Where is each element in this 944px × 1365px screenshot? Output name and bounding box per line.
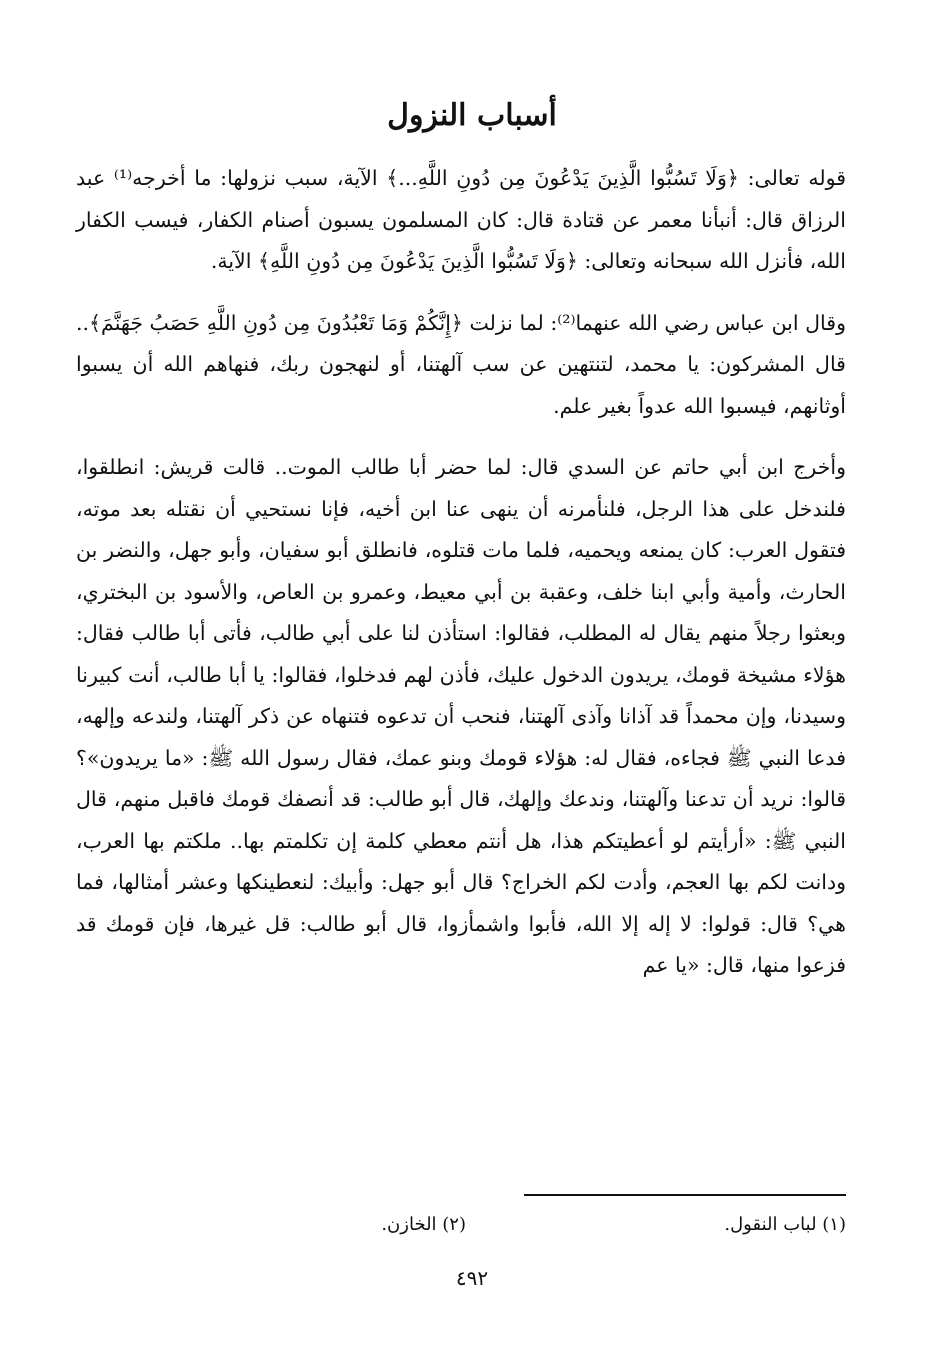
paragraph-2: وقال ابن عباس رضي الله عنهما⁽²⁾: لما نزلت ﴿إِنَّكُمْ وَمَا تَعْبُدُونَ مِن دُونِ اللَّهِ حَصَبُ جَهَنَّمَ﴾.. قال المشركون: يا محمد، لتنتهين عن سب آلهتنا، أو لنهجون ربك، فنهاهم الله أن يسبوا أوثانهم، فيسبوا الله عدواً بغير علم. [76, 310, 846, 418]
paragraph-3: وأخرج ابن أبي حاتم عن السدي قال: لما حضر أبا طالب الموت.. قالت قريش: انطلقوا، فلندخل على هذا الرجل، فلنأمرنه أن ينهى عنا ابن أخيه، فإنا نستحيي أن نقتله بعد موته، فتقول العرب: كان يمنعه ويحميه، فلما مات قتلوه، فانطلق أبو سفيان، وأبو جهل، والنضر بن الحارث، وأمية وأبي ابنا خلف، وعقبة بن أبي معيط، وعمرو بن العاص، والأسود بن البختري، وبعثوا رجلاً منهم يقال له المطلب، فقالوا: استأذن لنا على أبي طالب، فأتى أبا طالب فقال: هؤلاء مشيخة قومك، يريدون الدخول عليك، فأذن لهم فدخلوا، فقالوا: يا أبا طالب، أنت كبيرنا وسيدنا، وإن محمداً قد آذانا وآذى آلهتنا، فنحب أن تدعوه فتنهاه عن ذكر آلهتنا، ولندعه وإلهه، فدعا النبي ﷺ فجاءه، فقال له: هؤلاء قومك وبنو عمك، فقال رسول الله ﷺ: «ما يريدون»؟ قالوا: نريد أن تدعنا وآلهتنا، وندعك وإلهك، قال أبو طالب: قد أنصفك قومك فاقبل منهم، قال النبي ﷺ: «أرأيتم لو أعطيتكم هذا، هل أنتم معطي كلمة إن تكلمتم بها.. ملكتم بها العرب، ودانت لكم بها العجم، وأدت لكم الخراج؟ قال أبو جهل: وأبيك: لنعطينكها وعشر أمثالها، فما هي؟ قال: قولوا: لا إله إلا الله، فأبوا واشمأزوا، قال أبو طالب: قل غيرها، فإن قومك قد فزعوا منها، قال: «يا عم [76, 455, 846, 977]
page-number: ٤٩٢ [455, 1266, 489, 1290]
paragraph-1: قوله تعالى: ﴿وَلَا تَسُبُّوا الَّذِينَ يَدْعُونَ مِن دُونِ اللَّهِ...﴾ الآية، سبب نزولها: ما أخرجه⁽¹⁾ عبد الرزاق قال: أنبأنا معمر عن قتادة قال: كان المسلمون يسبون أصنام الكفار، فيسب الكفار الله، فأنزل الله سبحانه وتعالى: ﴿وَلَا تَسُبُّوا الَّذِينَ يَدْعُونَ مِن دُونِ اللَّهِ﴾ الآية. [76, 166, 846, 273]
footnote-1: (١) لباب النقول. [724, 1214, 846, 1235]
footnotes [76, 1210, 846, 1240]
page-title: أسباب النزول [387, 98, 557, 133]
footnote-divider [524, 1194, 846, 1196]
body-text [76, 158, 846, 987]
footnote-2: (٢) الخازن. [381, 1214, 466, 1235]
